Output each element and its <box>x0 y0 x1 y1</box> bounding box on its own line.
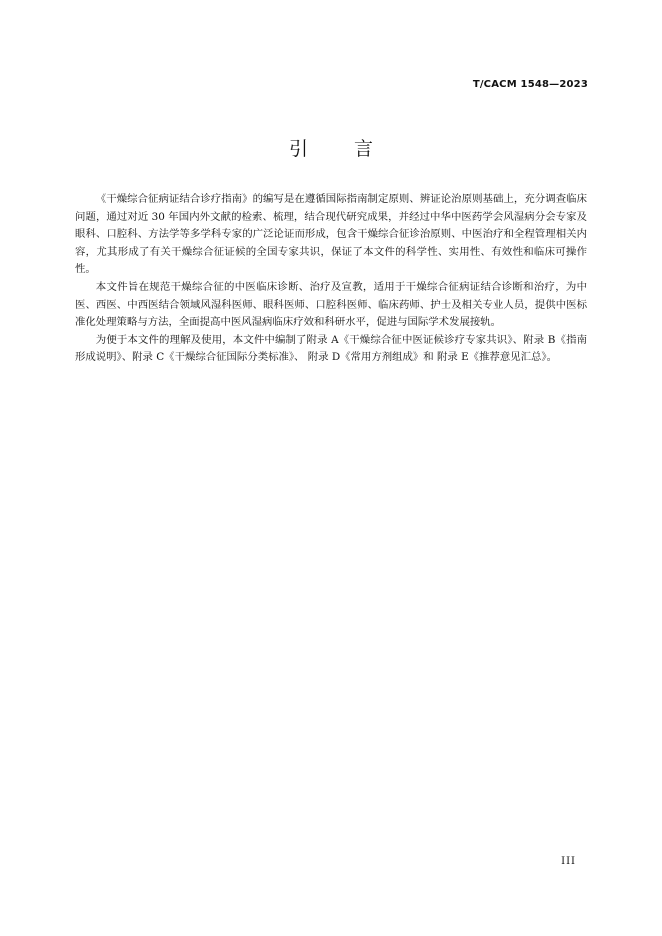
page-number: III <box>561 856 576 867</box>
document-code: T/CACM 1548—2023 <box>472 79 588 90</box>
page-title: 引 言 <box>288 138 394 160</box>
paragraph-1: 《干燥综合征病证结合诊疗指南》的编写是在遵循国际指南制定原则、辨证论治原则基础上，充分调查临床问题，通过对近 30 年国内外文献的检索、梳理，结合现代研究成果，并经过中华中医药学会风湿病分会专家及眼科、口腔科、方法学等多学科专家的广泛论证而形成，包含干燥综合征诊治原则、中医治疗和全程管理相关内容，尤其形成了有关干燥综合征证候的全国专家共识，保证了本文件的科学性、实用性、有效性和临床可操作性。 <box>75 193 587 276</box>
document-body <box>75 191 587 367</box>
paragraph-2: 本文件旨在规范干燥综合征的中医临床诊断、治疗及宣教，适用于干燥综合征病证结合诊断和治疗，为中医、西医、中西医结合领域风湿科医师、眼科医师、口腔科医师、临床药师、护士及相关专业人员，提供中医标准化处理策略与方法，全面提高中医风湿病临床疗效和科研水平，促进与国际学术发展接轨。 <box>75 280 587 329</box>
paragraph-3: 为便于本文件的理解及使用，本文件中编制了附录 A《干燥综合征中医证候诊疗专家共识》、附录 B《指南形成说明》、附录 C《干燥综合征国际分类标准》、 附录 D《常用方剂组成》和 附录 E《推荐意见汇总》。 <box>75 333 587 364</box>
